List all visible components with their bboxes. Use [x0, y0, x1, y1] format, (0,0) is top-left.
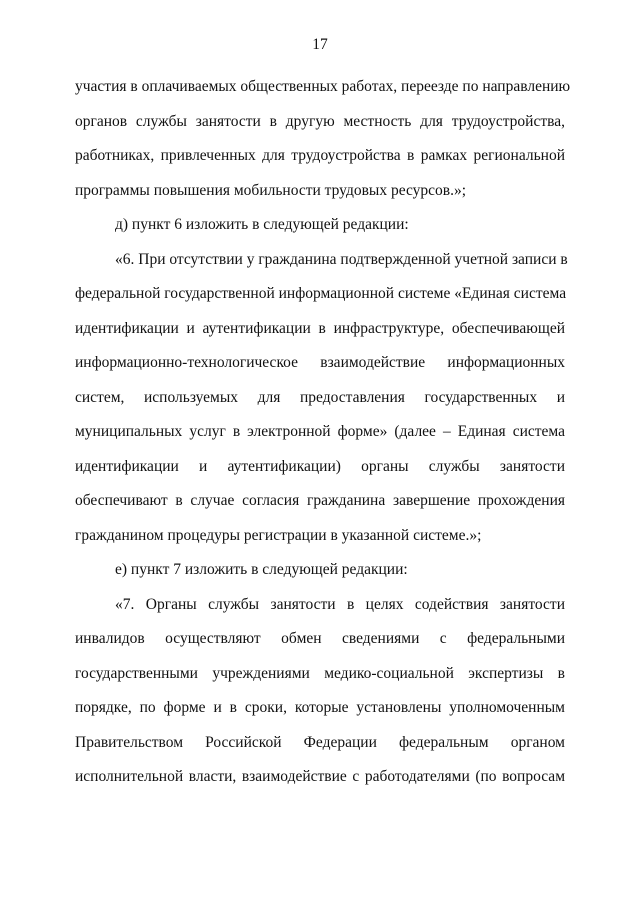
text-line: «7. Органы службы занятости в целях содействия занятости [115, 595, 565, 613]
text-line: Правительством Российской Федерации федеральным органом [75, 733, 565, 751]
text-line: органов службы занятости в другую местность для трудоустройства, [75, 112, 565, 130]
text-line: «6. При отсутствии у гражданина подтвержденной учетной записи в [115, 250, 568, 268]
text-line: гражданином процедуры регистрации в указанной системе.»; [75, 526, 482, 544]
text-line: систем, используемых для предоставления государственных и [75, 388, 565, 406]
page-number: 17 [312, 36, 328, 53]
text-line: порядке, по форме и в сроки, которые установлены уполномоченным [75, 699, 565, 716]
text-line: обеспечивают в случае согласия гражданина завершение прохождения [75, 492, 565, 509]
text-line: работниках, привлеченных для трудоустройства в рамках региональной [75, 147, 565, 164]
text-line: д) пункт 6 изложить в следующей редакции: [115, 216, 409, 233]
text-line: исполнительной власти, взаимодействие с работодателями (по вопросам [75, 768, 565, 785]
text-line: информационно-технологическое взаимодействие информационных [75, 354, 565, 371]
text-line: программы повышения мобильности трудовых ресурсов.»; [75, 181, 467, 199]
text-line: идентификации и аутентификации в инфраструктуре, обеспечивающей [75, 319, 565, 337]
text-line: федеральной государственной информационной системе «Единая система [75, 285, 567, 302]
text-line: е) пункт 7 изложить в следующей редакции: [115, 561, 408, 578]
text-line: государственными учреждениями медико-социальной экспертизы в [75, 664, 565, 682]
text-line: муниципальных услуг в электронной форме» (далее – Единая система [75, 423, 565, 440]
text-line: участия в оплачиваемых общественных работах, переезде по направлению [75, 78, 571, 95]
text-line: идентификации и аутентификации) органы службы занятости [75, 457, 565, 475]
text-line: инвалидов осуществляют обмен сведениями с федеральными [75, 630, 565, 647]
document-body [75, 70, 571, 795]
